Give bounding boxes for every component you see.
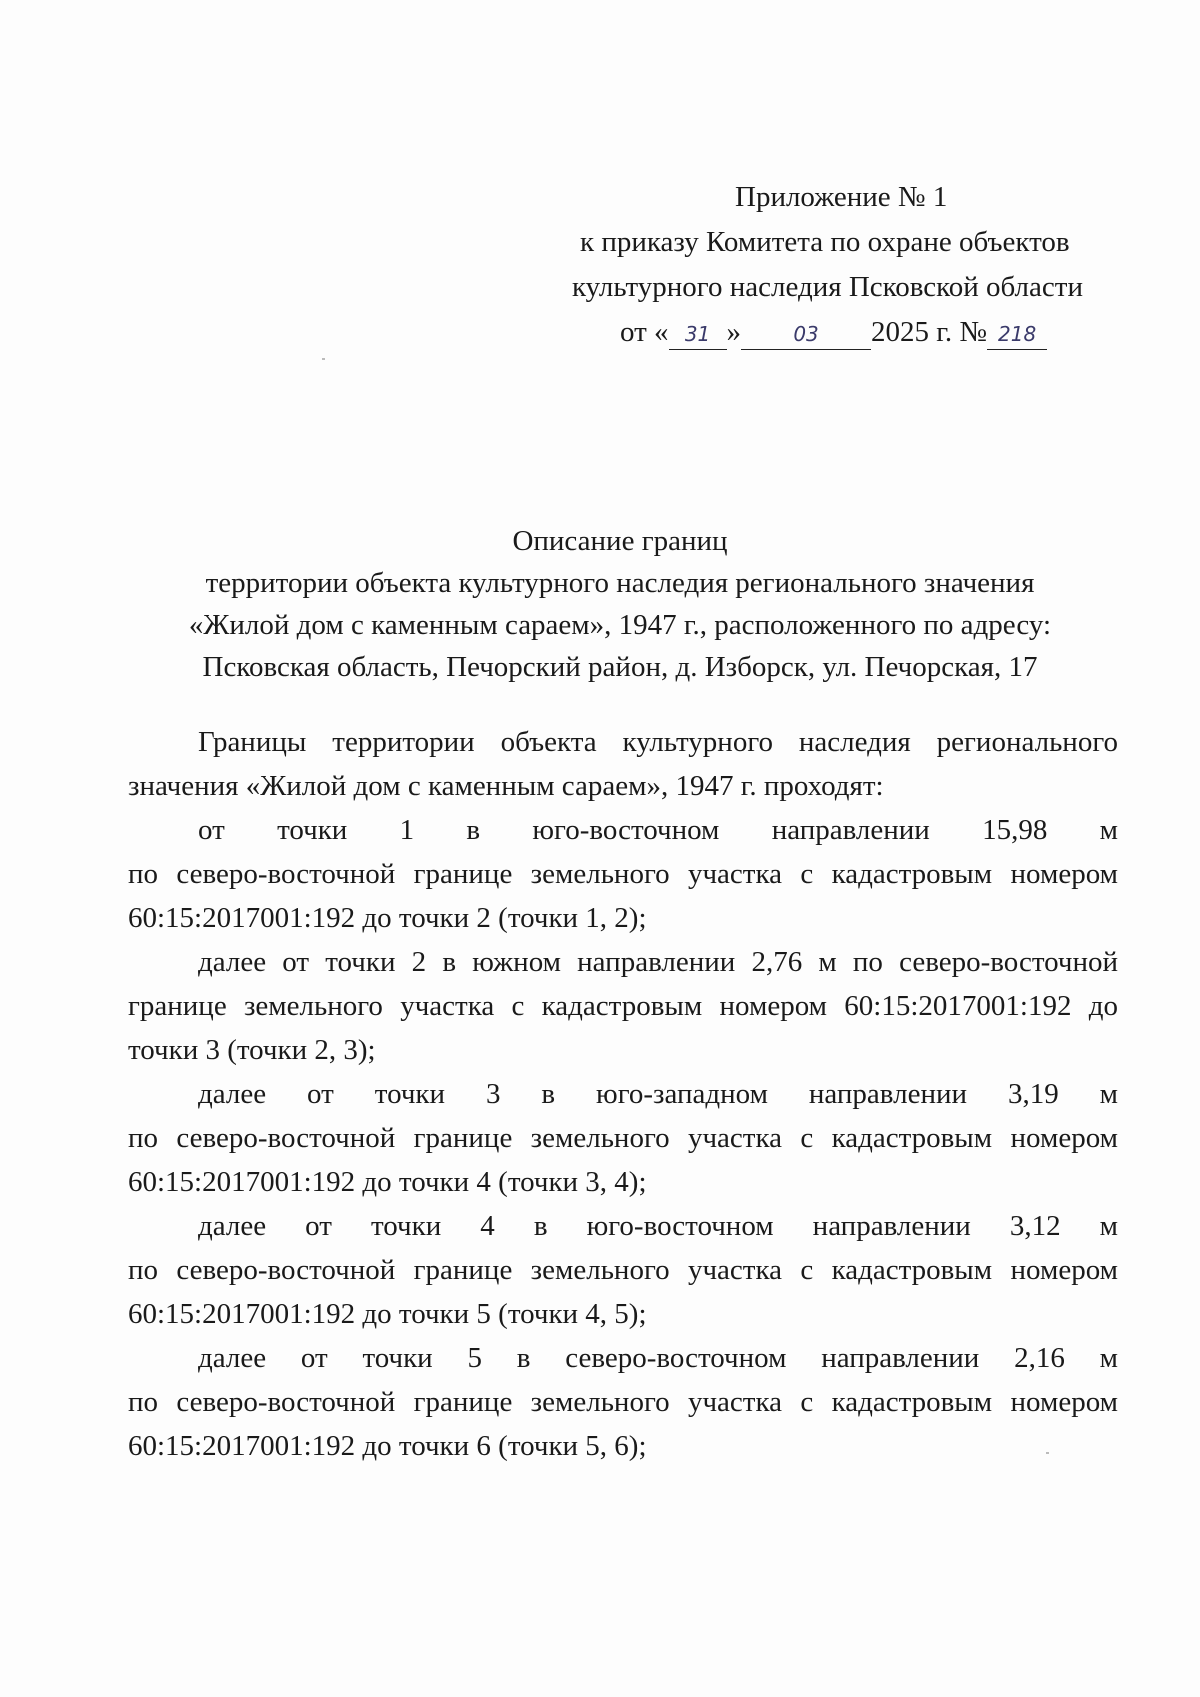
title-line-2: территории объекта культурного наследия регионального значения <box>205 567 1035 599</box>
segment-first-line: от точки 1 в юго-восточном направлении 15,98 м <box>198 814 1118 846</box>
segment-rest: границе земельного участка с кадастровым номером 60:15:2017001:192 до точки 3 (точки 2, 3); <box>128 990 1118 1066</box>
date-mid: » <box>726 316 742 348</box>
intro-first-line: Границы территории объекта культурного наследия регионального <box>198 726 1118 758</box>
date-prefix: от « <box>620 316 669 348</box>
document-title <box>120 520 1120 688</box>
segment-paragraph <box>128 1072 1118 1204</box>
title-line-4: Псковская область, Печорский район, д. Изборск, ул. Печорская, 17 <box>202 651 1038 683</box>
intro-rest: значения «Жилой дом с каменным сараем», 1947 г. проходят: <box>128 770 884 802</box>
intro-paragraph <box>128 720 1118 808</box>
segment-rest: по северо-восточной границе земельного участка с кадастровым номером 60:15:2017001:192 до точки 5 (точки 4, 5); <box>128 1254 1118 1330</box>
title-line-1: Описание границ <box>512 525 728 557</box>
appendix-date-line <box>560 310 1120 355</box>
appendix-order-ref: к приказу Комитета по охране объектов <box>580 226 1070 258</box>
segment-paragraph <box>128 1336 1118 1468</box>
segment-rest: по северо-восточной границе земельного участка с кадастровым номером 60:15:2017001:192 до точки 2 (точки 1, 2); <box>128 858 1118 934</box>
segment-paragraph <box>128 940 1118 1072</box>
appendix-committee: культурного наследия Псковской области <box>572 271 1083 303</box>
segment-first-line: далее от точки 2 в южном направлении 2,76 м по северо-восточной <box>198 946 1118 978</box>
handwritten-month: 03 <box>741 319 871 350</box>
date-year: 2025 г. № <box>871 316 988 348</box>
segment-rest: по северо-восточной границе земельного участка с кадастровым номером 60:15:2017001:192 до точки 4 (точки 3, 4); <box>128 1122 1118 1198</box>
appendix-title: Приложение № 1 <box>735 181 948 213</box>
segment-rest: по северо-восточной границе земельного участка с кадастровым номером 60:15:2017001:192 до точки 6 (точки 5, 6); <box>128 1386 1118 1462</box>
segment-first-line: далее от точки 5 в северо-восточном направлении 2,16 м <box>198 1342 1118 1374</box>
handwritten-order-number: 218 <box>987 319 1047 350</box>
segment-first-line: далее от точки 3 в юго-западном направлении 3,19 м <box>198 1078 1118 1110</box>
scan-speck <box>322 358 325 360</box>
segment-paragraph <box>128 808 1118 940</box>
appendix-header <box>560 175 1120 355</box>
title-line-3: «Жилой дом с каменным сараем», 1947 г., расположенного по адресу: <box>188 609 1052 641</box>
document-body <box>128 720 1118 1468</box>
segment-first-line: далее от точки 4 в юго-восточном направлении 3,12 м <box>198 1210 1118 1242</box>
handwritten-day: 31 <box>669 319 727 350</box>
segment-paragraph <box>128 1204 1118 1336</box>
